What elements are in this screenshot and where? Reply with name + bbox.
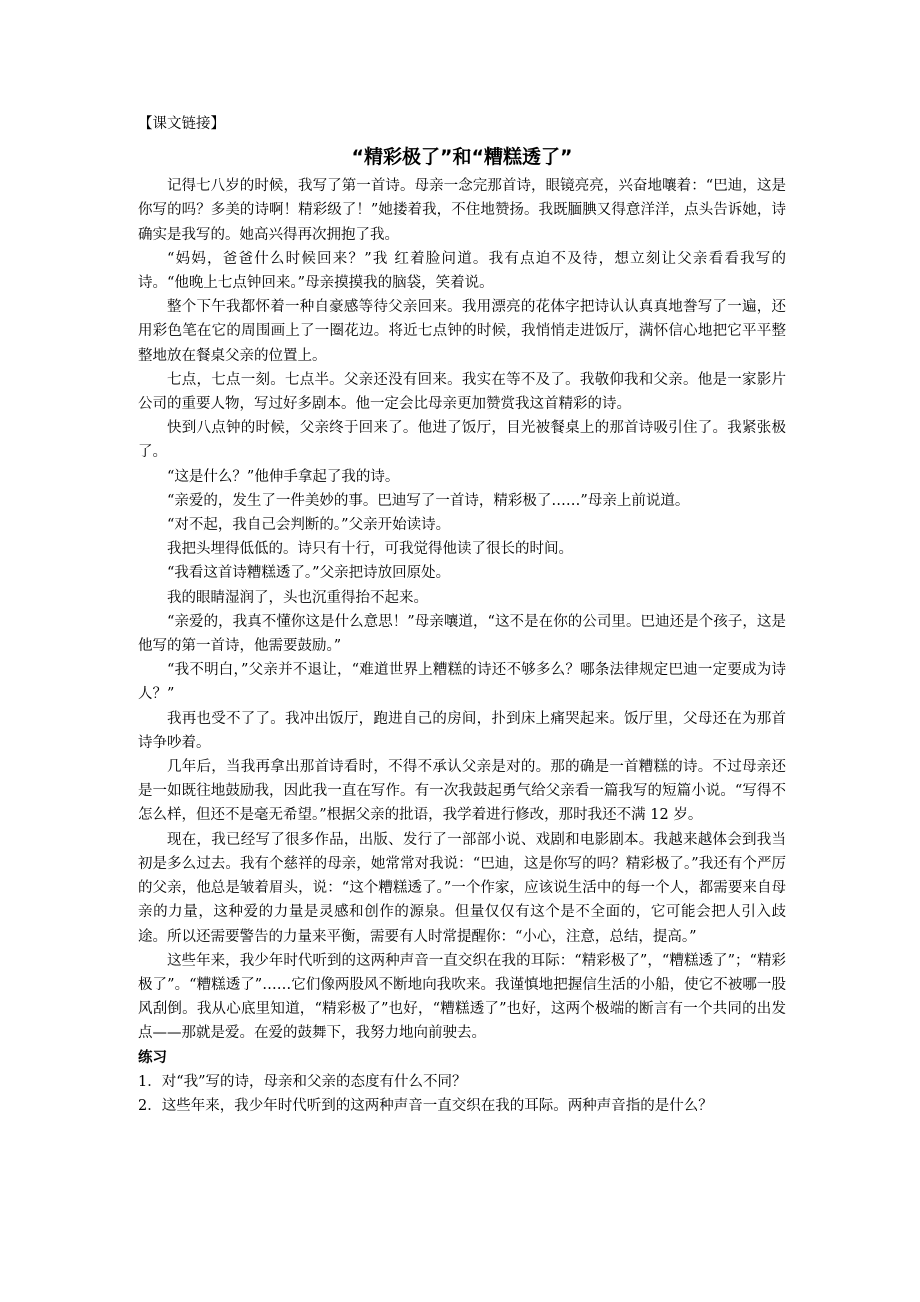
paragraph: 我再也受不了了。我冲出饭厅，跑进自己的房间，扑到床上痛哭起来。饭厅里，父母还在为那首诗争吵着。: [138, 710, 786, 751]
paragraph: “亲爱的，我真不懂你这是什么意思！”母亲嚷道，“这不是在你的公司里。巴迪还是个孩子，这是他写的第一首诗，他需要鼓励。”: [138, 613, 786, 655]
paragraph: “妈妈，爸爸什么时候回来？”我 红着脸问道。我有点迫不及待，想立刻让父亲看看我写的诗。“他晚上七点钟回来。”母亲摸摸我的脑袋，笑着说。: [138, 250, 786, 292]
paragraph: “我不明白，”父亲并不退让，“难道世界上糟糕的诗还不够多么？哪条法律规定巴迪一定要成为诗人？”: [138, 662, 786, 703]
paragraph: 现在，我已经写了很多作品，出版、发行了一部部小说、戏剧和电影剧本。我越来越体会到我当初是多么过去。我有个慈祥的母亲，她常常对我说：“巴迪，这是你写的吗？精彩极了。”我还有个严厉的父亲，他总是皱着眉头，说：“这个糟糕透了。”一个作家，应该说生活中的每一个人，都需要来自母亲的力量，这种爱的力量是灵感和创作的源泉。但量仅仅有这个是不全面的，它可能会把人引入歧途。所以还需要警告的力量来平衡，需要有人时常提醒你：“小心，注意，总结，提高。”: [138, 831, 786, 945]
article-title: “精彩极了”和“糟糕透了”: [351, 146, 573, 169]
paragraph: 记得七八岁的时候，我写了第一首诗。母亲一念完那首诗，眼镜亮亮，兴奋地嚷着：“巴迪，这是你写的吗？多美的诗啊！精彩级了！”她搂着我，不住地赞扬。我既腼腆又得意洋洋，点头告诉她，诗确实是我写的。她高兴得再次拥抱了我。: [138, 178, 786, 243]
document-page: [138, 112, 786, 1118]
paragraph: “我看这首诗糟糕透了。”父亲把诗放回原处。: [167, 565, 451, 582]
paragraph: 七点，七点一刻。七点半。父亲还没有回来。我实在等不及了。我敬仰我和父亲。他是一家影片公司的重要人物，写过好多剧本。他一定会比母亲更加赞赏我这首精彩的诗。: [138, 371, 786, 413]
paragraph: “对不起，我自己会判断的。”父亲开始读诗。: [167, 517, 451, 534]
exercise-heading: 练习: [138, 1049, 167, 1066]
paragraph: “这是什么？”他伸手拿起了我的诗。: [167, 468, 400, 485]
paragraph: “亲爱的，发生了一件美妙的事。巴迪写了一首诗，精彩极了……”母亲上前说道。: [167, 492, 690, 509]
section-label: 【课文链接】: [138, 116, 225, 132]
paragraph: 整个下午我都怀着一种自豪感等待父亲回来。我用漂亮的花体字把诗认认真真地誊写了一遍，还用彩色笔在它的周围画上了一圈花边。将近七点钟的时候，我悄悄走进饭厅，满怀信心地把它平平整整地放在餐桌父亲的位置上。: [138, 299, 786, 364]
paragraph: 我把头埋得低低的。诗只有十行，可我觉得他读了很长的时间。: [167, 541, 573, 558]
exercise-question: 2．这些年来，我少年时代听到的这两种声音一直交织在我的耳际。两种声音指的是什么？: [138, 1097, 713, 1114]
paragraph: 几年后，当我再拿出那首诗看时，不得不承认父亲是对的。那的确是一首糟糕的诗。不过母亲还是一如既往地鼓励我，因此我一直在写作。有一次我鼓起勇气给父亲看一篇我写的短篇小说。“写得不怎么样，但还不是毫无希望。”根据父亲的批语，我学着进行修改，那时我还不满 12 岁。: [138, 759, 786, 824]
paragraph: 我的眼睛湿润了，头也沉重得抬不起来。: [167, 589, 428, 606]
paragraph: 快到八点钟的时候，父亲终于回来了。他进了饭厅，目光被餐桌上的那首诗吸引住了。我紧张极了。: [138, 420, 786, 461]
paragraph: 这些年来，我少年时代听到的这两种声音一直交织在我的耳际：“精彩极了”，“糟糕透了”；“精彩极了”。“糟糕透了”……它们像两股风不断地向我吹来。我谨慎地把握信生活的小船，使它不被哪一股风刮倒。我从心底里知道，“精彩极了”也好，“糟糕透了”也好，这两个极端的断言有一个共同的出发点——那就是爱。在爱的鼓舞下，我努力地向前驶去。: [138, 952, 786, 1042]
exercise-question: 1．对“我”写的诗，母亲和父亲的态度有什么不同？: [138, 1073, 467, 1090]
